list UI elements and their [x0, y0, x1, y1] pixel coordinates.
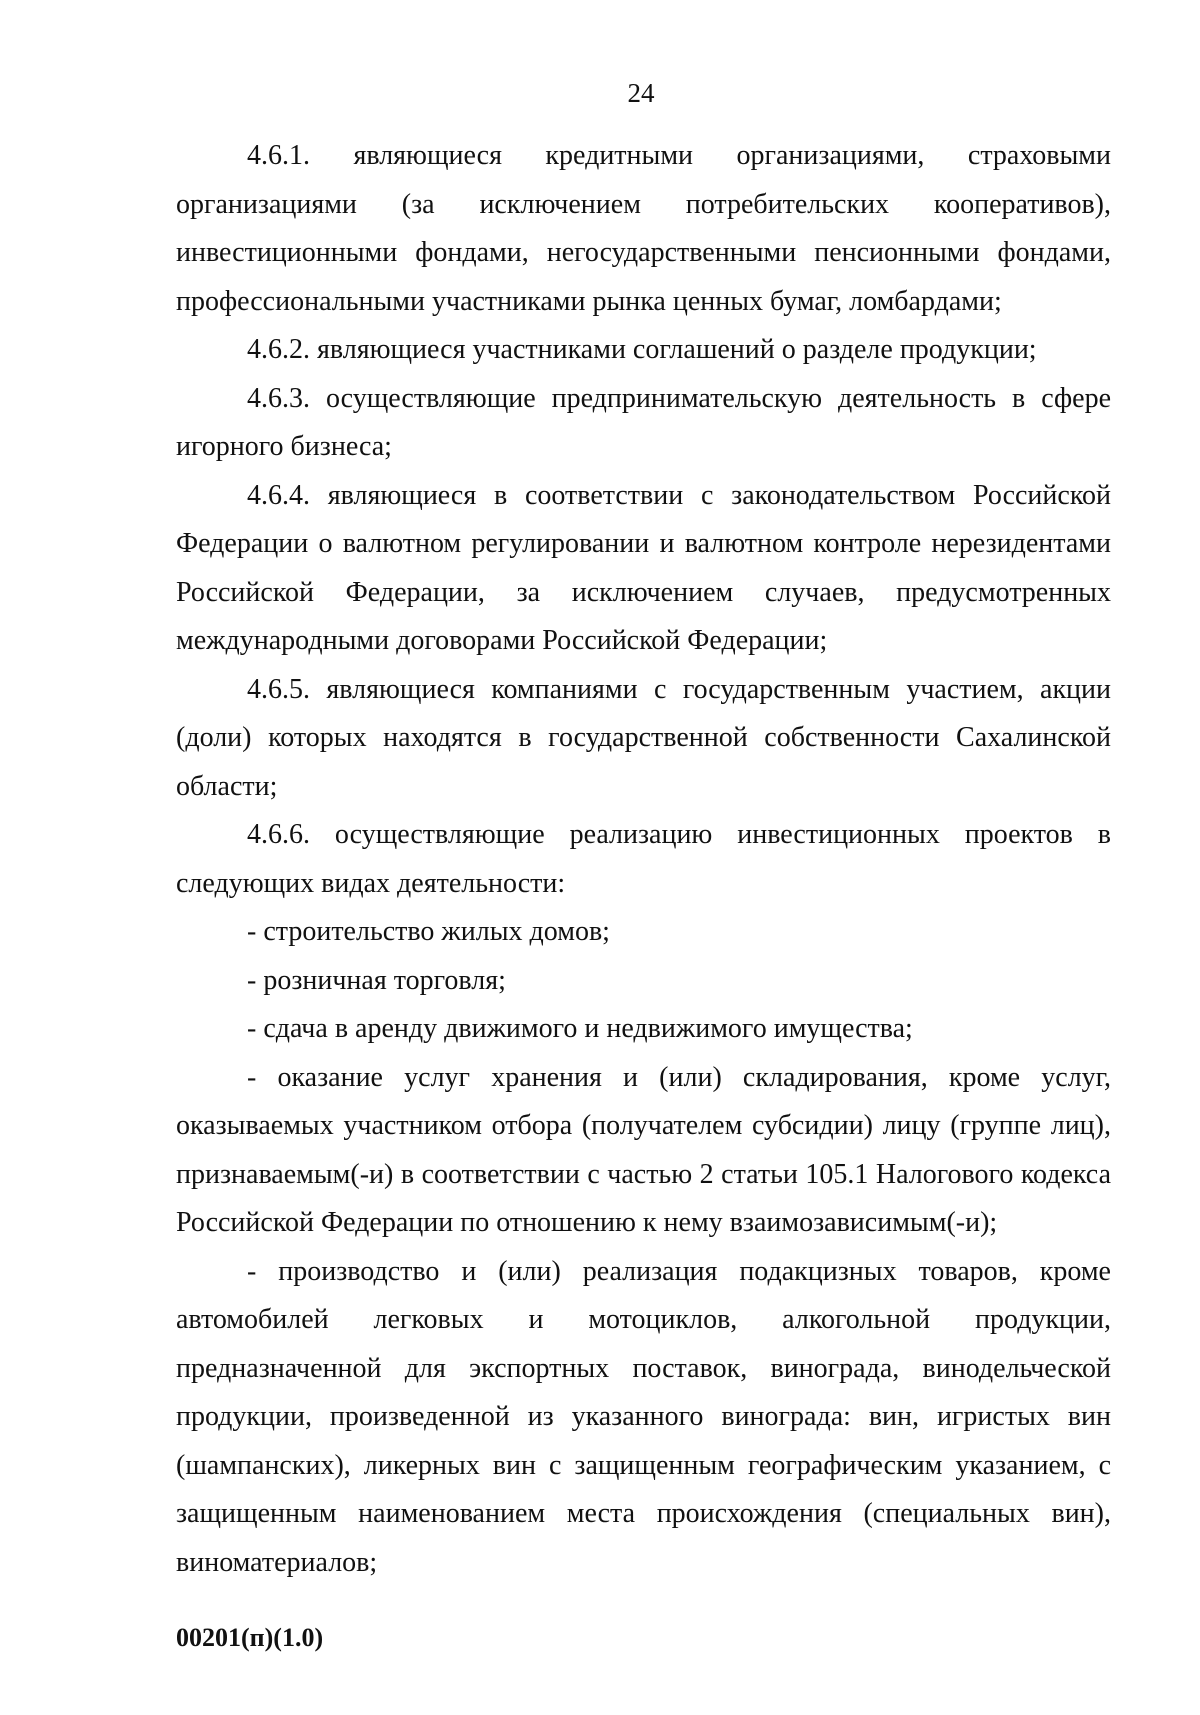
list-item-retail-trade: - розничная торговля; — [247, 964, 506, 996]
list-item-storage-services: - оказание услуг хранения и (или) складирования, кроме услуг, оказываемых участником отбора (получателем субсидии) лицу (группе лиц), признаваемым(-и) в соответствии с частью 2 статьи 105.1 Налогового кодекса Российской Федерации по отношению к нему взаимозависимым(-и); — [176, 1061, 1111, 1238]
document-code: 00201(п)(1.0) — [176, 1623, 324, 1652]
page-number: 24 — [627, 78, 655, 108]
paragraph-4-6-2: 4.6.2. являющиеся участниками соглашений о разделе продукции; — [247, 334, 1037, 365]
list-item-property-lease: - сдача в аренду движимого и недвижимого имущества; — [247, 1013, 913, 1044]
paragraph-4-6-6: 4.6.6. осуществляющие реализацию инвестиционных проектов в следующих видах деятельности: — [176, 819, 1111, 899]
paragraph-4-6-4: 4.6.4. являющиеся в соответствии с законодательством Российской Федерации о валютном регулировании и валютном контроле нерезидентами Российской Федерации, за исключением случаев, предусмотренных международными договорами Российской Федерации; — [176, 479, 1111, 656]
paragraph-4-6-1: 4.6.1. являющиеся кредитными организациями, страховыми организациями (за исключением потребительских кооперативов), инвестиционными фондами, негосударственными пенсионными фондами, профессиональными участниками рынка ценных бумаг, ломбардами; — [176, 140, 1111, 317]
list-item-excise-goods: - производство и (или) реализация подакцизных товаров, кроме автомобилей легковых и мотоциклов, алкогольной продукции, предназначенной для экспортных поставок, винограда, винодельческой продукции, произведенной из указанного винограда: вин, игристых вин (шампанских), ликерных вин с защищенным географическим указанием, с защищенным наименованием места происхождения (специальных вин), виноматериалов; — [176, 1255, 1111, 1578]
paragraph-4-6-5: 4.6.5. являющиеся компаниями с государственным участием, акции (доли) которых находятся в государственной собственности Сахалинской области; — [176, 673, 1111, 802]
document-body — [176, 132, 1111, 1587]
paragraph-4-6-3: 4.6.3. осуществляющие предпринимательскую деятельность в сфере игорного бизнеса; — [176, 382, 1111, 462]
list-item-housing-construction: - строительство жилых домов; — [247, 916, 610, 947]
